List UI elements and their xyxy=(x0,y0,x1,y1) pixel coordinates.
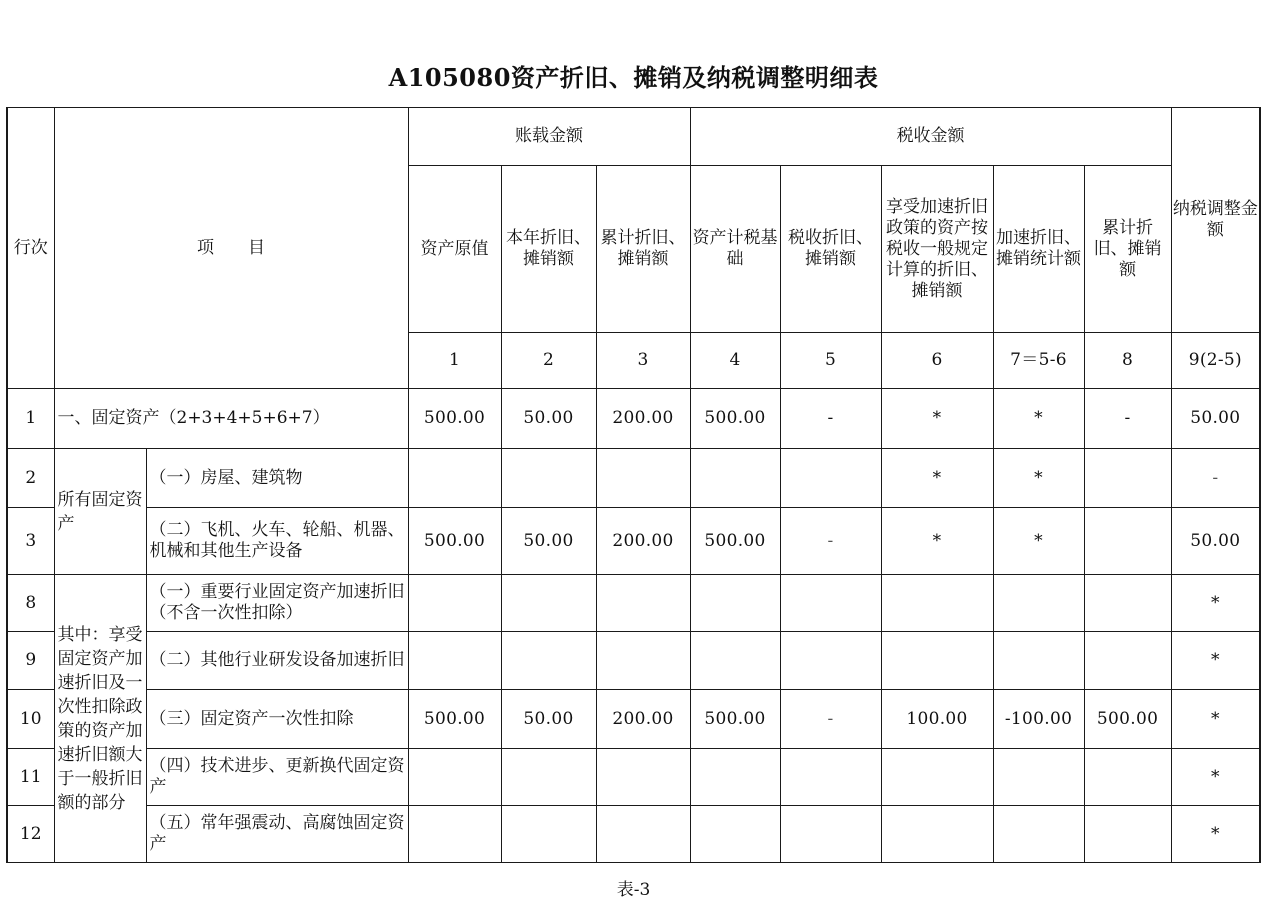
col-number-6: 6 xyxy=(881,333,993,389)
cell-c1 xyxy=(408,806,501,863)
cell-c2 xyxy=(501,806,596,863)
cell-c4 xyxy=(690,449,780,508)
cell-c4: 500.00 xyxy=(690,389,780,449)
cell-c1: 500.00 xyxy=(408,389,501,449)
header-item: 项 目 xyxy=(54,108,408,389)
header-col-4: 资产计税基础 xyxy=(690,166,780,333)
group-label-fixed-assets: 所有固定资产 xyxy=(54,449,146,575)
cell-c5: - xyxy=(780,690,881,749)
row-label: （一）重要行业固定资产加速折旧（不含一次性扣除） xyxy=(146,575,408,632)
row-number: 9 xyxy=(7,632,54,690)
cell-c3 xyxy=(596,632,690,690)
table-row xyxy=(7,575,1260,632)
page-footer: 表-3 xyxy=(616,880,651,900)
row-number: 10 xyxy=(7,690,54,749)
cell-c1 xyxy=(408,632,501,690)
cell-c6 xyxy=(881,575,993,632)
cell-c5 xyxy=(780,575,881,632)
cell-c1 xyxy=(408,749,501,806)
cell-c2: 50.00 xyxy=(501,389,596,449)
header-col-8: 累计折旧、摊销额 xyxy=(1084,166,1171,333)
cell-c9: * xyxy=(1171,575,1260,632)
header-col-5: 税收折旧、摊销额 xyxy=(780,166,881,333)
cell-c4: 500.00 xyxy=(690,508,780,575)
col-number-3: 3 xyxy=(596,333,690,389)
cell-c7: * xyxy=(993,389,1084,449)
table-row xyxy=(7,449,1260,508)
cell-c7 xyxy=(993,575,1084,632)
cell-c5: - xyxy=(780,508,881,575)
row-label: （五）常年强震动、高腐蚀固定资产 xyxy=(146,806,408,863)
header-row-1 xyxy=(7,108,1260,166)
cell-c9: * xyxy=(1171,806,1260,863)
group-label-accelerated: 其中：享受固定资产加速折旧及一次性扣除政策的资产加速折旧额大于一般折旧额的部分 xyxy=(54,575,146,863)
cell-c5 xyxy=(780,632,881,690)
table-row xyxy=(7,749,1260,806)
cell-c3 xyxy=(596,575,690,632)
cell-c8: 500.00 xyxy=(1084,690,1171,749)
header-book-amount: 账载金额 xyxy=(408,108,690,166)
cell-c5 xyxy=(780,806,881,863)
row-number: 2 xyxy=(7,449,54,508)
row-label: 一、固定资产（2+3+4+5+6+7） xyxy=(54,389,408,449)
cell-c5 xyxy=(780,749,881,806)
table-row xyxy=(7,508,1260,575)
header-col-2: 本年折旧、摊销额 xyxy=(501,166,596,333)
cell-c8 xyxy=(1084,749,1171,806)
col-number-1: 1 xyxy=(408,333,501,389)
table-row xyxy=(7,806,1260,863)
cell-c7 xyxy=(993,749,1084,806)
cell-c8 xyxy=(1084,508,1171,575)
cell-c2 xyxy=(501,749,596,806)
row-label: （四）技术进步、更新换代固定资产 xyxy=(146,749,408,806)
row-number: 11 xyxy=(7,749,54,806)
cell-c7 xyxy=(993,632,1084,690)
cell-c8 xyxy=(1084,575,1171,632)
cell-c8: - xyxy=(1084,389,1171,449)
cell-c1: 500.00 xyxy=(408,690,501,749)
col-number-7: 7＝5-6 xyxy=(993,333,1084,389)
cell-c3: 200.00 xyxy=(596,690,690,749)
cell-c4 xyxy=(690,632,780,690)
row-number: 12 xyxy=(7,806,54,863)
cell-c2: 50.00 xyxy=(501,508,596,575)
cell-c4 xyxy=(690,749,780,806)
col-number-9: 9(2-5) xyxy=(1171,333,1260,389)
row-number: 8 xyxy=(7,575,54,632)
col-number-4: 4 xyxy=(690,333,780,389)
cell-c2 xyxy=(501,575,596,632)
cell-c9: 50.00 xyxy=(1171,389,1260,449)
cell-c3: 200.00 xyxy=(596,508,690,575)
cell-c3: 200.00 xyxy=(596,389,690,449)
cell-c7: * xyxy=(993,508,1084,575)
cell-c4 xyxy=(690,575,780,632)
cell-c8 xyxy=(1084,632,1171,690)
header-row-no: 行次 xyxy=(7,108,54,389)
cell-c5: - xyxy=(780,389,881,449)
cell-c2 xyxy=(501,449,596,508)
table-row xyxy=(7,632,1260,690)
row-label: （二）飞机、火车、轮船、机器、机械和其他生产设备 xyxy=(146,508,408,575)
cell-c9: * xyxy=(1171,749,1260,806)
cell-c6 xyxy=(881,632,993,690)
cell-c6 xyxy=(881,749,993,806)
col-number-8: 8 xyxy=(1084,333,1171,389)
cell-c6: * xyxy=(881,449,993,508)
cell-c7: * xyxy=(993,449,1084,508)
cell-c4 xyxy=(690,806,780,863)
cell-c1 xyxy=(408,449,501,508)
cell-c6: * xyxy=(881,508,993,575)
col-number-2: 2 xyxy=(501,333,596,389)
header-col-7: 加速折旧、摊销统计额 xyxy=(993,166,1084,333)
cell-c1 xyxy=(408,575,501,632)
header-col-6: 享受加速折旧政策的资产按税收一般规定计算的折旧、摊销额 xyxy=(881,166,993,333)
header-col-3: 累计折旧、摊销额 xyxy=(596,166,690,333)
cell-c6 xyxy=(881,806,993,863)
row-number: 1 xyxy=(7,389,54,449)
cell-c8 xyxy=(1084,806,1171,863)
cell-c7: -100.00 xyxy=(993,690,1084,749)
cell-c5 xyxy=(780,449,881,508)
page-title: A105080资产折旧、摊销及纳税调整明细表 xyxy=(388,63,879,92)
cell-c3 xyxy=(596,749,690,806)
table-row xyxy=(7,690,1260,749)
cell-c6: * xyxy=(881,389,993,449)
row-number: 3 xyxy=(7,508,54,575)
row-label: （二）其他行业研发设备加速折旧 xyxy=(146,632,408,690)
col-number-5: 5 xyxy=(780,333,881,389)
row-label: （一）房屋、建筑物 xyxy=(146,449,408,508)
cell-c9: * xyxy=(1171,690,1260,749)
header-tax-amount: 税收金额 xyxy=(690,108,1171,166)
cell-c3 xyxy=(596,449,690,508)
cell-c2: 50.00 xyxy=(501,690,596,749)
cell-c1: 500.00 xyxy=(408,508,501,575)
cell-c7 xyxy=(993,806,1084,863)
cell-c9: - xyxy=(1171,449,1260,508)
header-col-1: 资产原值 xyxy=(408,166,501,333)
cell-c8 xyxy=(1084,449,1171,508)
cell-c9: * xyxy=(1171,632,1260,690)
cell-c6: 100.00 xyxy=(881,690,993,749)
cell-c4: 500.00 xyxy=(690,690,780,749)
table-row xyxy=(7,389,1260,449)
cell-c9: 50.00 xyxy=(1171,508,1260,575)
row-label: （三）固定资产一次性扣除 xyxy=(146,690,408,749)
cell-c3 xyxy=(596,806,690,863)
cell-c2 xyxy=(501,632,596,690)
header-adjust-amount: 纳税调整金额 xyxy=(1171,108,1260,333)
depreciation-table xyxy=(6,107,1261,863)
